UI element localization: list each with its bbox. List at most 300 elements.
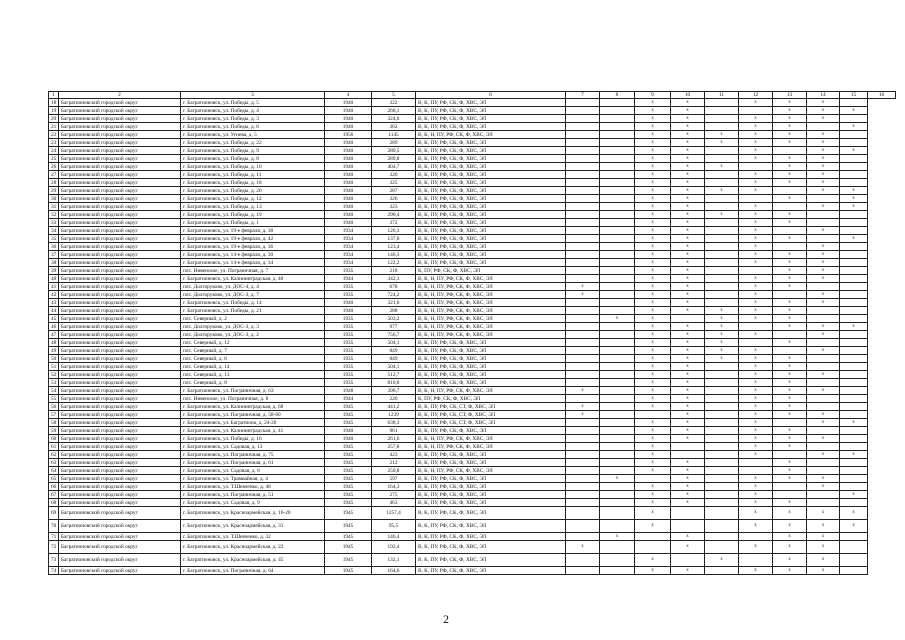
work-mark-cell: х <box>773 115 807 123</box>
work-mark-cell: х <box>773 155 807 163</box>
work-mark-cell <box>566 219 600 227</box>
work-mark-cell: х <box>739 227 773 235</box>
row-number-cell: 28 <box>49 179 59 187</box>
row-number-cell: 58 <box>49 419 59 427</box>
work-mark-cell <box>840 363 868 371</box>
work-mark-cell <box>807 363 840 371</box>
work-mark-cell: х <box>739 567 773 575</box>
work-mark-cell <box>566 451 600 459</box>
work-mark-cell <box>566 155 600 163</box>
work-mark-cell: х <box>600 475 635 483</box>
area-cell: 275 <box>372 491 416 499</box>
work-mark-cell: х <box>671 203 705 211</box>
work-mark-cell <box>840 554 868 567</box>
work-mark-cell: х <box>773 507 807 520</box>
work-mark-cell: х <box>705 339 739 347</box>
table-row <box>49 323 896 331</box>
year-cell: 1940 <box>325 219 372 227</box>
systems-cell: В, К, ПУ, РФ, СК, Ф, ХВС, ЭЛ <box>416 219 566 227</box>
work-mark-cell <box>566 187 600 195</box>
work-mark-cell <box>566 259 600 267</box>
address-cell: пос. Долгоруково, ул. ДОС-3, д. 3 <box>181 323 325 331</box>
district-cell: Багратионовский городской округ <box>59 187 181 195</box>
systems-cell: В, К, ПУ, РФ, СК, Ф, ХВС, ЭЛ <box>416 187 566 195</box>
work-mark-cell: х <box>739 435 773 443</box>
table-row <box>49 520 896 533</box>
work-mark-cell <box>671 507 705 520</box>
work-mark-cell: х <box>671 283 705 291</box>
district-cell: Багратионовский городской округ <box>59 339 181 347</box>
work-mark-cell <box>566 554 600 567</box>
work-mark-cell: х <box>807 259 840 267</box>
work-mark-cell <box>600 195 635 203</box>
year-cell: 1935 <box>325 291 372 299</box>
work-mark-cell <box>705 275 739 283</box>
table-row <box>49 339 896 347</box>
systems-cell: В, К, Н, ПУ, РФ, СК, Ф, ХВС, ЭЛ <box>416 283 566 291</box>
year-cell: 1944 <box>325 275 372 283</box>
row-number-cell: 63 <box>49 459 59 467</box>
work-mark-cell: х <box>671 259 705 267</box>
area-cell: 1239 <box>372 411 416 419</box>
work-mark-cell: х <box>739 243 773 251</box>
work-mark-cell: х <box>773 443 807 451</box>
area-cell: 192,4 <box>372 541 416 554</box>
year-cell: 1935 <box>325 283 372 291</box>
work-mark-cell: х <box>773 371 807 379</box>
address-cell: г. Багратионовск, ул. Калининградская, д. 68 <box>181 403 325 411</box>
work-mark-cell <box>705 251 739 259</box>
work-mark-cell: х <box>635 235 671 243</box>
work-mark-cell <box>840 403 868 411</box>
work-mark-cell: х <box>773 259 807 267</box>
work-mark-cell <box>600 203 635 211</box>
table-row <box>49 347 896 355</box>
table-row <box>49 315 896 323</box>
work-mark-cell: х <box>671 331 705 339</box>
row-number-cell: 71 <box>49 533 59 541</box>
work-mark-cell <box>566 251 600 259</box>
work-mark-cell: х <box>600 533 635 541</box>
column-number-header: 12 <box>739 92 773 99</box>
address-cell: г. Багратионовск, ул. Победы, д. 20 <box>181 187 325 195</box>
address-cell: г. Багратионовск, ул. Красноармейская, д. 22 <box>181 541 325 554</box>
work-mark-cell <box>566 427 600 435</box>
work-mark-cell <box>773 243 807 251</box>
work-mark-cell: х <box>671 379 705 387</box>
work-mark-cell <box>600 411 635 419</box>
work-mark-cell <box>840 267 868 275</box>
work-mark-cell <box>566 419 600 427</box>
row-number-cell: 45 <box>49 315 59 323</box>
area-cell: 396,7 <box>372 387 416 395</box>
table-row <box>49 219 896 227</box>
work-mark-cell: х <box>671 115 705 123</box>
systems-cell: В, К, ПУ, РФ, СК, Ф, ХВС, ЭЛ <box>416 139 566 147</box>
district-cell: Багратионовский городской округ <box>59 267 181 275</box>
work-mark-cell <box>705 467 739 475</box>
work-mark-cell <box>566 203 600 211</box>
table-row <box>49 195 896 203</box>
work-mark-cell <box>705 115 739 123</box>
work-mark-cell: х <box>840 491 868 499</box>
work-mark-cell <box>739 163 773 171</box>
row-number-cell: 36 <box>49 243 59 251</box>
work-mark-cell: х <box>635 115 671 123</box>
district-cell: Багратионовский городской округ <box>59 459 181 467</box>
work-mark-cell <box>600 483 635 491</box>
address-cell: г. Багратионовск, ул. Победы, д. 16 <box>181 435 325 443</box>
work-mark-cell <box>840 179 868 187</box>
work-mark-cell <box>840 379 868 387</box>
work-mark-cell <box>671 451 705 459</box>
year-cell: 1935 <box>325 315 372 323</box>
row-number-cell: 26 <box>49 163 59 171</box>
work-mark-cell <box>807 195 840 203</box>
work-mark-cell: х <box>671 187 705 195</box>
work-mark-cell <box>705 443 739 451</box>
work-mark-cell: х <box>773 171 807 179</box>
area-cell: 261,6 <box>372 435 416 443</box>
work-mark-cell: х <box>773 467 807 475</box>
address-cell: пос. Северный, д. 12 <box>181 339 325 347</box>
work-mark-cell <box>566 235 600 243</box>
work-mark-cell: х <box>635 387 671 395</box>
work-mark-cell: х <box>807 387 840 395</box>
work-mark-cell <box>773 347 807 355</box>
year-cell: 1945 <box>325 403 372 411</box>
work-mark-cell <box>840 171 868 179</box>
work-mark-cell <box>600 171 635 179</box>
area-cell: 288 <box>372 307 416 315</box>
area-cell: 146,4 <box>372 533 416 541</box>
work-mark-cell: х <box>566 541 600 554</box>
work-mark-cell: х <box>635 131 671 139</box>
work-mark-cell <box>566 123 600 131</box>
work-mark-cell: х <box>739 219 773 227</box>
work-mark-cell: х <box>739 171 773 179</box>
work-mark-cell: х <box>807 567 840 575</box>
year-cell: 1945 <box>325 554 372 567</box>
area-cell: 849 <box>372 355 416 363</box>
table-row <box>49 355 896 363</box>
work-mark-cell: х <box>840 451 868 459</box>
area-cell: 372 <box>372 219 416 227</box>
systems-cell: В, К, Н, ПУ, РФ, СК, Ф, ХВС, ЭЛ <box>416 275 566 283</box>
year-cell: 1934 <box>325 227 372 235</box>
systems-cell: В, К, ПУ, РФ, СК, Ф, ХВС, ЭЛ <box>416 363 566 371</box>
work-mark-cell: х <box>807 275 840 283</box>
work-mark-cell <box>600 451 635 459</box>
work-mark-cell: х <box>635 339 671 347</box>
work-mark-cell: х <box>773 339 807 347</box>
column-number-header: 6 <box>416 92 566 99</box>
work-mark-cell: х <box>739 131 773 139</box>
systems-cell: В, К, ПУ, РФ, СК, СТ, Ф, ХВС, ЭЛ <box>416 419 566 427</box>
work-mark-cell <box>566 195 600 203</box>
systems-cell: В, К, ПУ, РФ, СК, Ф, ХВС, ЭЛ <box>416 475 566 483</box>
row-number-cell: 69 <box>49 507 59 520</box>
district-cell: Багратионовский городской округ <box>59 443 181 451</box>
work-mark-cell: х <box>773 179 807 187</box>
column-number-header: 15 <box>840 92 868 99</box>
area-cell: 423 <box>372 451 416 459</box>
work-mark-cell: х <box>671 395 705 403</box>
address-cell: г. Багратионовск, ул. Красноармейская, д. 31 <box>181 520 325 533</box>
table-row <box>49 379 896 387</box>
column-number-header: 4 <box>325 92 372 99</box>
work-mark-cell: х <box>671 339 705 347</box>
work-mark-cell: х <box>773 307 807 315</box>
district-cell: Багратионовский городской округ <box>59 483 181 491</box>
work-mark-cell <box>635 475 671 483</box>
work-mark-cell: х <box>773 251 807 259</box>
systems-cell: В, К, ПУ, РФ, СК, Ф, ХВС, ЭЛ <box>416 371 566 379</box>
work-mark-cell: х <box>635 499 671 507</box>
district-cell: Багратионовский городской округ <box>59 203 181 211</box>
table-row <box>49 131 896 139</box>
address-cell: г. Багратионовск, ул. Красноармейская, д. 16-20 <box>181 507 325 520</box>
year-cell: 1945 <box>325 567 372 575</box>
area-cell: 137,8 <box>372 235 416 243</box>
year-cell: 1945 <box>325 443 372 451</box>
work-mark-cell <box>840 227 868 235</box>
work-mark-cell: х <box>671 355 705 363</box>
area-cell: 290,4 <box>372 211 416 219</box>
work-mark-cell <box>600 363 635 371</box>
work-mark-cell <box>600 243 635 251</box>
year-cell: 1940 <box>325 99 372 107</box>
year-cell: 1940 <box>325 147 372 155</box>
work-mark-cell: х <box>671 219 705 227</box>
column-number-header: 14 <box>807 92 840 99</box>
work-mark-cell <box>840 427 868 435</box>
work-mark-cell: х <box>635 395 671 403</box>
work-mark-cell <box>671 554 705 567</box>
work-mark-cell: х <box>671 363 705 371</box>
work-mark-cell <box>705 435 739 443</box>
work-mark-cell <box>600 139 635 147</box>
work-mark-cell: х <box>671 171 705 179</box>
district-cell: Багратионовский городской округ <box>59 427 181 435</box>
work-mark-cell <box>840 499 868 507</box>
year-cell: 1940 <box>325 171 372 179</box>
address-cell: г. Багратионовск, ул. Победы, д. 14 <box>181 299 325 307</box>
year-cell: 1940 <box>325 107 372 115</box>
year-cell: 1940 <box>325 187 372 195</box>
table-row <box>49 419 896 427</box>
work-mark-cell: х <box>635 554 671 567</box>
district-cell: Багратионовский городской округ <box>59 299 181 307</box>
year-cell: 1934 <box>325 251 372 259</box>
table-row <box>49 211 896 219</box>
work-mark-cell <box>807 315 840 323</box>
work-mark-cell <box>566 227 600 235</box>
work-mark-cell <box>566 467 600 475</box>
work-mark-cell <box>705 171 739 179</box>
work-mark-cell <box>566 379 600 387</box>
address-cell: г. Багратионовск, ул. Трамвайная, д. 4 <box>181 475 325 483</box>
district-cell: Багратионовский городской округ <box>59 171 181 179</box>
work-mark-cell <box>566 520 600 533</box>
systems-cell: В, К, ПУ, РФ, СК, Ф, ХВС, ЭЛ <box>416 451 566 459</box>
work-mark-cell <box>807 235 840 243</box>
table-row <box>49 554 896 567</box>
systems-cell: В, К, ПУ, РФ, СК, Ф, ХВС, ЭЛ <box>416 147 566 155</box>
work-mark-cell <box>600 435 635 443</box>
work-mark-cell <box>739 533 773 541</box>
work-mark-cell: х <box>807 371 840 379</box>
address-cell: г. Багратионовск, ул. Победы, д. 19 <box>181 211 325 219</box>
row-number-cell: 55 <box>49 395 59 403</box>
work-mark-cell <box>600 123 635 131</box>
work-mark-cell <box>600 419 635 427</box>
area-cell: 95,5 <box>372 520 416 533</box>
address-cell: г. Багратионовск, ул. Победы, д. 21 <box>181 307 325 315</box>
year-cell: 1935 <box>325 323 372 331</box>
work-mark-cell: х <box>671 235 705 243</box>
work-mark-cell <box>566 307 600 315</box>
work-mark-cell: х <box>807 115 840 123</box>
district-cell: Багратионовский городской округ <box>59 379 181 387</box>
area-cell: 1145 <box>372 131 416 139</box>
area-cell: 289 <box>372 139 416 147</box>
work-mark-cell <box>705 491 739 499</box>
work-mark-cell <box>840 115 868 123</box>
work-mark-cell: х <box>840 123 868 131</box>
work-mark-cell <box>600 323 635 331</box>
work-mark-cell: х <box>671 499 705 507</box>
district-cell: Багратионовский городской округ <box>59 395 181 403</box>
systems-cell: В, К, ПУ, РФ, СК, Ф, ХВС, ЭЛ <box>416 533 566 541</box>
work-mark-cell <box>705 459 739 467</box>
address-cell: г. Багратионовск, ул. Победы, д. 3 <box>181 115 325 123</box>
work-mark-cell <box>840 291 868 299</box>
work-mark-cell <box>840 331 868 339</box>
row-number-cell: 60 <box>49 435 59 443</box>
work-mark-cell: х <box>635 203 671 211</box>
row-number-cell: 67 <box>49 491 59 499</box>
work-mark-cell: х <box>671 139 705 147</box>
systems-cell: В, К, Н, ПУ, РФ, СК, Ф, ХВС, ЭЛ <box>416 331 566 339</box>
work-mark-cell <box>566 435 600 443</box>
address-cell: пос. Северный, д. 13 <box>181 371 325 379</box>
work-mark-cell: х <box>739 443 773 451</box>
work-mark-cell <box>705 267 739 275</box>
work-mark-cell <box>600 107 635 115</box>
work-mark-cell <box>739 554 773 567</box>
work-mark-cell: х <box>807 554 840 567</box>
work-mark-cell: х <box>566 283 600 291</box>
area-cell: 724,2 <box>372 291 416 299</box>
work-mark-cell: х <box>773 475 807 483</box>
work-mark-cell <box>566 267 600 275</box>
work-mark-cell: х <box>773 355 807 363</box>
district-cell: Багратионовский городской округ <box>59 567 181 575</box>
work-mark-cell <box>566 131 600 139</box>
systems-cell: В, К, Н, ПУ, РФ, СК, Ф, ХВС, ЭЛ <box>416 435 566 443</box>
work-mark-cell <box>600 554 635 567</box>
systems-cell: В, К, ПУ, РФ, СК, Ф, ХВС, ЭЛ <box>416 243 566 251</box>
table-row <box>49 187 896 195</box>
systems-cell: В, К, ПУ, РФ, СК, Ф, ХВС, ЭЛ <box>416 179 566 187</box>
year-cell: 1935 <box>325 339 372 347</box>
work-mark-cell: х <box>635 419 671 427</box>
work-mark-cell: х <box>705 315 739 323</box>
work-mark-cell: х <box>671 459 705 467</box>
year-cell: 1940 <box>325 435 372 443</box>
work-mark-cell: х <box>739 475 773 483</box>
district-cell: Багратионовский городской округ <box>59 179 181 187</box>
work-mark-cell: х <box>635 427 671 435</box>
work-mark-cell: х <box>635 251 671 259</box>
area-cell: 756,7 <box>372 331 416 339</box>
systems-cell: В, К, ПУ, РФ, СК, Ф, ХВС, ЭЛ <box>416 427 566 435</box>
work-mark-cell: х <box>807 419 840 427</box>
work-mark-cell <box>807 379 840 387</box>
work-mark-cell <box>600 520 635 533</box>
area-cell: 404,7 <box>372 163 416 171</box>
table-row <box>49 541 896 554</box>
work-mark-cell: х <box>773 403 807 411</box>
work-mark-cell: х <box>739 499 773 507</box>
work-mark-cell: х <box>739 275 773 283</box>
district-cell: Багратионовский городской округ <box>59 403 181 411</box>
work-mark-cell <box>773 147 807 155</box>
year-cell: 1935 <box>325 267 372 275</box>
work-mark-cell <box>705 411 739 419</box>
work-mark-cell: х <box>773 163 807 171</box>
work-mark-cell: х <box>671 491 705 499</box>
systems-cell: В, К, ПУ, РФ, СК, Ф, ХВС, ЭЛ <box>416 251 566 259</box>
work-mark-cell: х <box>807 331 840 339</box>
work-mark-cell: х <box>807 163 840 171</box>
register-table-container <box>48 91 885 582</box>
work-mark-cell: х <box>807 147 840 155</box>
work-mark-cell: х <box>635 227 671 235</box>
systems-cell: В, К, Н, ПУ, РФ, СК, Ф, ХВС, ЭЛ <box>416 387 566 395</box>
district-cell: Багратионовский городской округ <box>59 554 181 567</box>
systems-cell: К, ПУ, РФ, СК, Ф, ХВС, ЭЛ <box>416 267 566 275</box>
work-mark-cell: х <box>635 315 671 323</box>
column-number-header: 13 <box>773 92 807 99</box>
table-row <box>49 371 896 379</box>
work-mark-cell <box>840 163 868 171</box>
district-cell: Багратионовский городской округ <box>59 491 181 499</box>
systems-cell: В, К, Н, ПУ, РФ, СК, Ф, ХВС, ЭЛ <box>416 323 566 331</box>
work-mark-cell <box>840 355 868 363</box>
area-cell: 250,8 <box>372 467 416 475</box>
work-mark-cell <box>705 147 739 155</box>
work-mark-cell: х <box>635 435 671 443</box>
work-mark-cell <box>600 427 635 435</box>
systems-cell: В, К, ПУ, РФ, СК, Ф, ХВС, ЭЛ <box>416 567 566 575</box>
work-mark-cell: х <box>807 533 840 541</box>
work-mark-cell: х <box>840 195 868 203</box>
work-mark-cell: х <box>840 187 868 195</box>
work-mark-cell: х <box>807 107 840 115</box>
systems-cell: В, К, ПУ, РФ, СК, Ф, ХВС, ЭЛ <box>416 499 566 507</box>
year-cell: 1940 <box>325 123 372 131</box>
area-cell: 287 <box>372 187 416 195</box>
area-cell: 504,1 <box>372 339 416 347</box>
table-row <box>49 459 896 467</box>
work-mark-cell <box>566 243 600 251</box>
work-mark-cell: х <box>635 219 671 227</box>
row-number-cell: 41 <box>49 283 59 291</box>
work-mark-cell: х <box>807 155 840 163</box>
district-cell: Багратионовский городской округ <box>59 219 181 227</box>
